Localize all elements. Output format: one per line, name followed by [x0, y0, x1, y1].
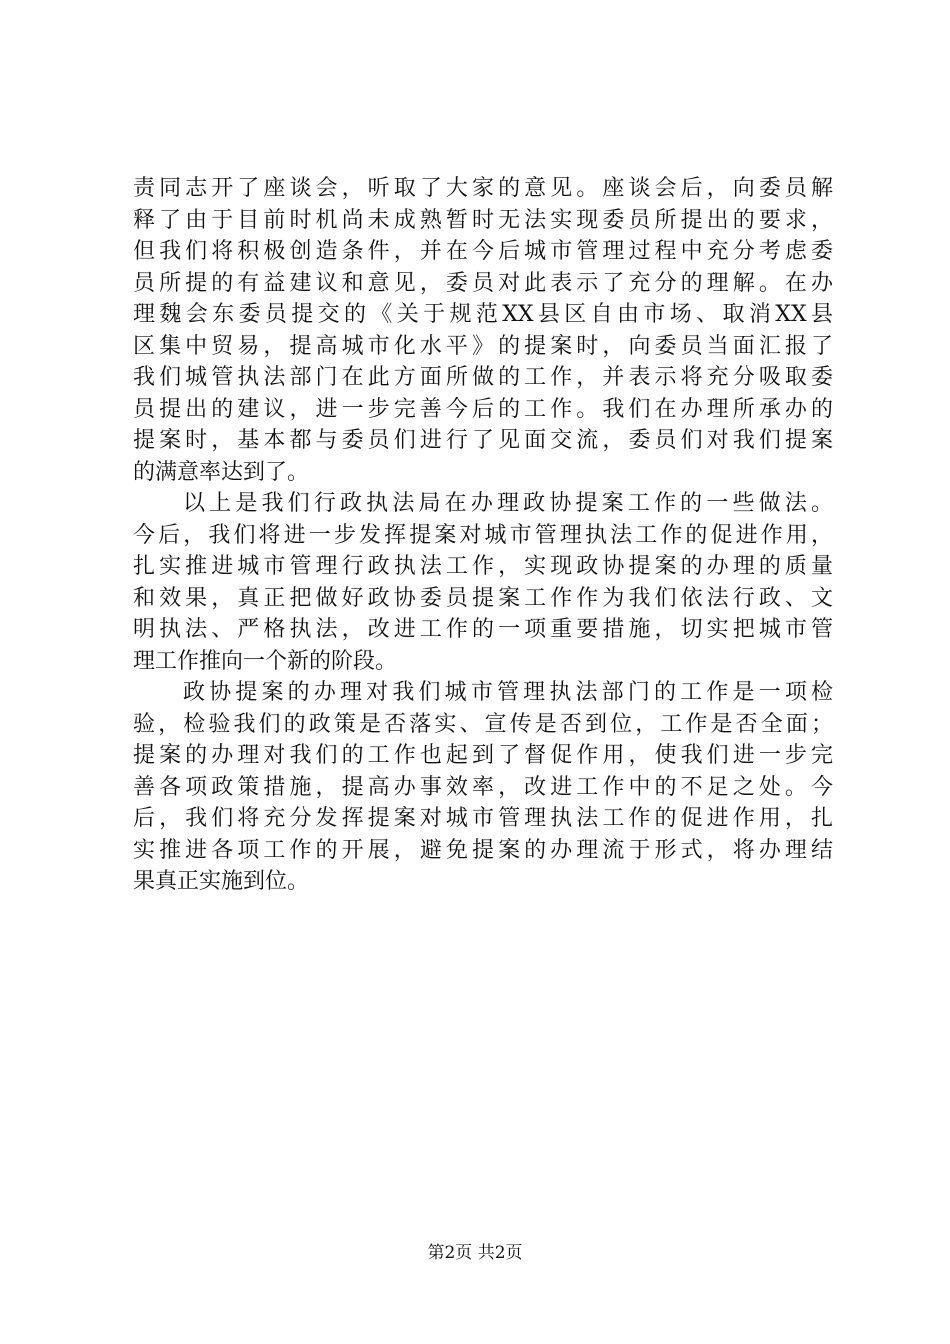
text-line: 善各项政策措施，提高办事效率，改进工作中的不足之处。今 [133, 774, 833, 800]
text-line: 明执法、严格执法，改进工作的一项重要措施，切实把城市管 [133, 617, 833, 642]
text-line: 和效果，真正把做好政协委员提案工作作为我们依法行政、文 [133, 585, 833, 611]
text-line: 扎实推进城市管理行政执法工作，实现政协提案的办理的质量 [133, 554, 833, 579]
text-line: 但我们将积极创造条件，并在今后城市管理过程中充分考虑委 [133, 239, 833, 264]
text-line: 的满意率达到了。 [133, 459, 310, 485]
text-line: 理工作推向一个新的阶段。 [133, 648, 398, 674]
paragraph-first-line: 以上是我们行政执法局在办理政协提案工作的一些做法。 [183, 491, 833, 516]
text-line: 理魏会东委员提交的《关于规范XX县区自由市场、取消XX县 [133, 302, 833, 327]
text-line: 今后，我们将进一步发挥提案对城市管理执法工作的促进作用， [133, 522, 833, 548]
page-footer [0, 1242, 950, 1264]
text-line: 员所提的有益建议和意见，委员对此表示了充分的理解。在办 [133, 270, 833, 296]
text-line: 验，检验我们的政策是否落实、宣传是否到位，工作是否全面； [133, 711, 833, 737]
text-line: 释了由于目前时机尚未成熟暂时无法实现委员所提出的要求， [133, 207, 833, 233]
page-number-label: 第2页 共2页 [427, 1243, 523, 1263]
text-line: 我们城管执法部门在此方面所做的工作，并表示将充分吸取委 [133, 365, 833, 390]
paragraph-first-line: 政协提案的办理对我们城市管理执法部门的工作是一项检 [183, 680, 833, 705]
text-line: 后，我们将充分发挥提案对城市管理执法工作的促进作用，扎 [133, 806, 833, 831]
text-line: 果真正实施到位。 [133, 869, 310, 894]
document-body [133, 173, 833, 898]
text-line: 提案时，基本都与委员们进行了见面交流，委员们对我们提案 [133, 428, 833, 453]
text-line: 责同志开了座谈会，听取了大家的意见。座谈会后，向委员解 [133, 176, 833, 201]
text-line: 员提出的建议，进一步完善今后的工作。我们在办理所承办的 [133, 396, 833, 422]
text-line: 提案的办理对我们的工作也起到了督促作用，使我们进一步完 [133, 743, 833, 768]
text-line: 区集中贸易，提高城市化水平》的提案时，向委员当面汇报了 [133, 333, 833, 359]
text-line: 实推进各项工作的开展，避免提案的办理流于形式，将办理结 [133, 837, 833, 863]
